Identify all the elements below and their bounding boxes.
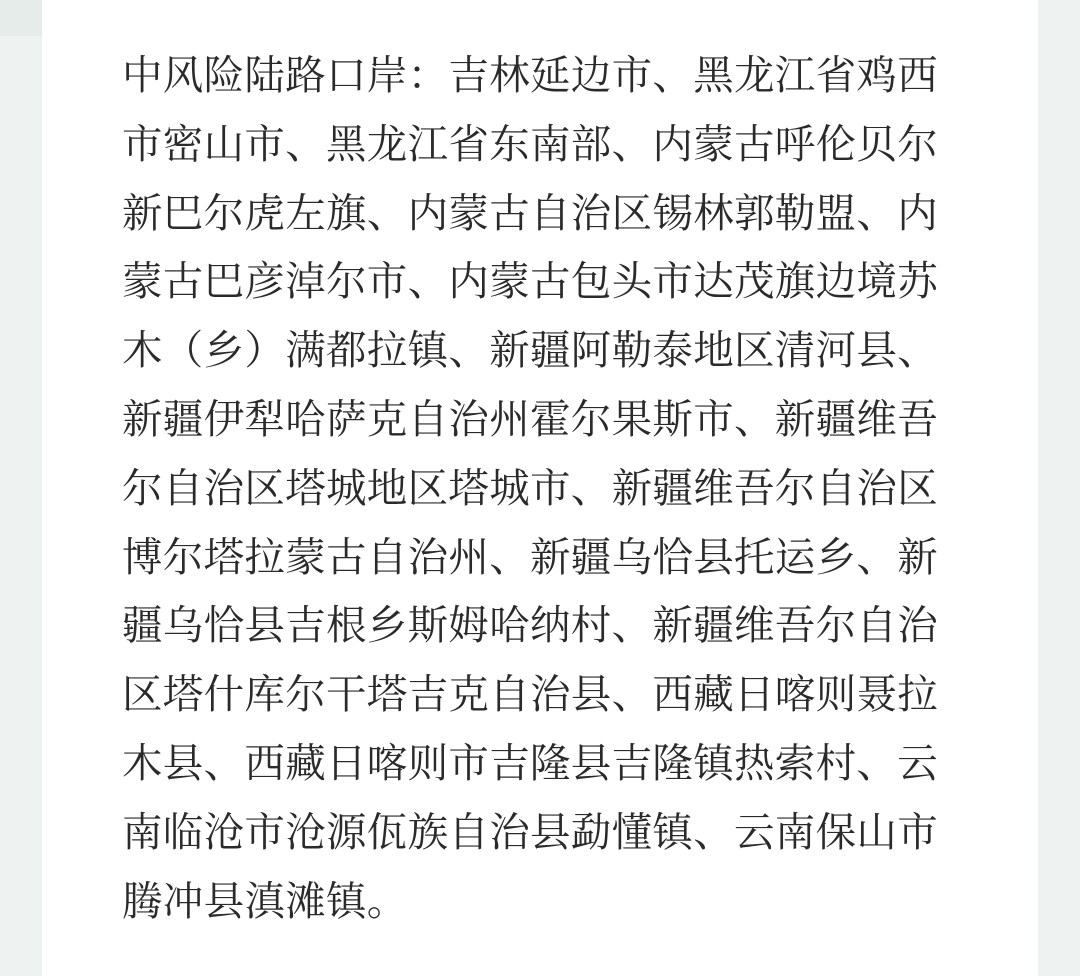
article-line: 市密山市、黑龙江省东南部、内蒙古呼伦贝尔 — [122, 119, 938, 168]
article-line: 木县、西藏日喀则市吉隆县吉隆镇热索村、云 — [122, 738, 938, 787]
article-line: 蒙古巴彦淖尔市、内蒙古包头市达茂旗边境苏 — [122, 257, 938, 306]
article-line: 南临沧市沧源佤族自治县勐懂镇、云南保山市 — [122, 807, 938, 856]
article-body — [122, 41, 972, 935]
article-line: 木（乡）满都拉镇、新疆阿勒泰地区清河县、 — [122, 326, 938, 375]
article-line: 新巴尔虎左旗、内蒙古自治区锡林郭勒盟、内 — [122, 188, 938, 237]
article-line: 疆乌恰县吉根乡斯姆哈纳村、新疆维吾尔自治 — [122, 601, 938, 650]
article-line: 博尔塔拉蒙古自治州、新疆乌恰县托运乡、新 — [122, 532, 938, 581]
article-line: 区塔什库尔干塔吉克自治县、西藏日喀则聂拉 — [122, 670, 938, 719]
article-line: 中风险陆路口岸：吉林延边市、黑龙江省鸡西 — [122, 51, 938, 99]
article-line: 腾冲县滇滩镇。 — [122, 876, 408, 925]
background-corner — [0, 0, 42, 36]
article-line: 新疆伊犁哈萨克自治州霍尔果斯市、新疆维吾 — [122, 394, 938, 443]
article-line: 尔自治区塔城地区塔城市、新疆维吾尔自治区 — [122, 463, 938, 512]
